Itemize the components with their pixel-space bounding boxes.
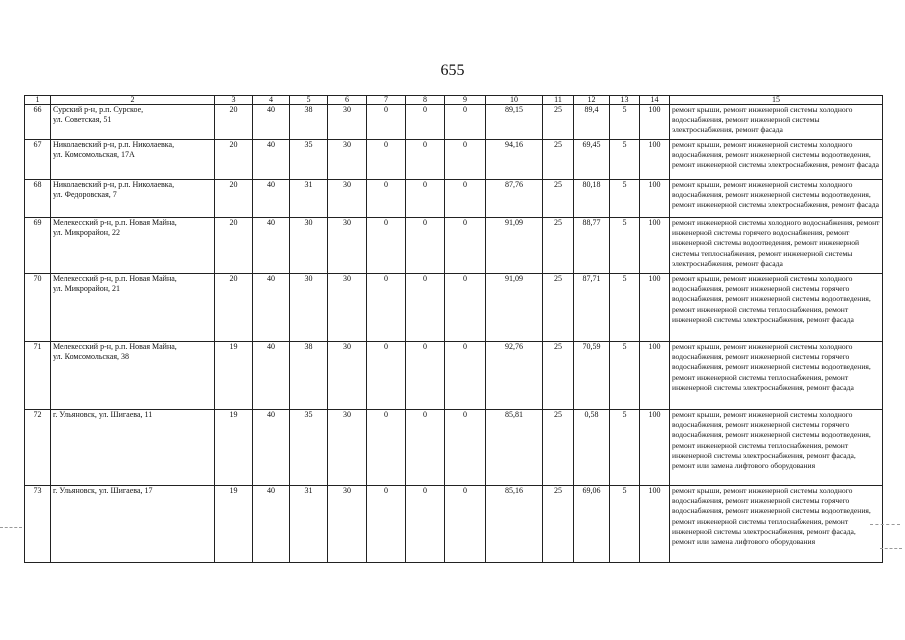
value-cell-c11: 25 xyxy=(543,105,574,140)
repair-works-cell: ремонт крыши, ремонт инженерной системы холодного водоснабжения, ремонт инженерной системы горячего водоснабжения, ремонт инженерной системы водоотведения, ремонт инженерной системы теплоснабжения, ремонт инженерной системы электроснабжения, ремонт фасада, ремонт или замена лифтового оборудования xyxy=(670,486,883,563)
value-cell-c9: 0 xyxy=(445,180,486,218)
value-cell-c8: 0 xyxy=(406,274,445,342)
column-number-10: 10 xyxy=(486,96,543,105)
address-cell xyxy=(51,486,215,563)
column-number-3: 3 xyxy=(215,96,253,105)
value-cell-c9: 0 xyxy=(445,218,486,274)
column-number-8: 8 xyxy=(406,96,445,105)
scan-artifact-line xyxy=(880,548,902,549)
address-cell xyxy=(51,218,215,274)
value-cell-c5: 30 xyxy=(290,274,328,342)
table-row xyxy=(25,486,883,563)
value-cell-c7: 0 xyxy=(367,140,406,180)
value-cell-c7: 0 xyxy=(367,410,406,486)
column-number-14: 14 xyxy=(640,96,670,105)
value-cell-c7: 0 xyxy=(367,218,406,274)
value-cell-c6: 30 xyxy=(328,342,367,410)
value-cell-c3: 19 xyxy=(215,486,253,563)
value-cell-c8: 0 xyxy=(406,218,445,274)
value-cell-c4: 40 xyxy=(253,410,290,486)
value-cell-c11: 25 xyxy=(543,342,574,410)
value-cell-c12: 0,58 xyxy=(574,410,610,486)
value-cell-c3: 20 xyxy=(215,105,253,140)
address-line: г. Ульяновск, ул. Шигаева, 11 xyxy=(53,410,153,419)
value-cell-c11: 25 xyxy=(543,486,574,563)
column-number-13: 13 xyxy=(610,96,640,105)
value-cell-c14: 100 xyxy=(640,180,670,218)
value-cell-c7: 0 xyxy=(367,486,406,563)
page-number: 655 xyxy=(440,62,465,79)
column-number-4: 4 xyxy=(253,96,290,105)
value-cell-c8: 0 xyxy=(406,342,445,410)
repair-works-cell: ремонт крыши, ремонт инженерной системы холодного водоснабжения, ремонт инженерной системы водоотведения, ремонт инженерной системы электроснабжения, ремонт фасада xyxy=(670,180,883,218)
value-cell-c12: 69,45 xyxy=(574,140,610,180)
value-cell-c3: 20 xyxy=(215,274,253,342)
value-cell-c14: 100 xyxy=(640,274,670,342)
address-cell xyxy=(51,180,215,218)
value-cell-c7: 0 xyxy=(367,342,406,410)
value-cell-c8: 0 xyxy=(406,486,445,563)
value-cell-c6: 30 xyxy=(328,140,367,180)
value-cell-c6: 30 xyxy=(328,410,367,486)
value-cell-c5: 31 xyxy=(290,486,328,563)
value-cell-c14: 100 xyxy=(640,218,670,274)
value-cell-c3: 19 xyxy=(215,342,253,410)
value-cell-c11: 25 xyxy=(543,140,574,180)
value-cell-c5: 38 xyxy=(290,105,328,140)
value-cell-c6: 30 xyxy=(328,180,367,218)
table-row xyxy=(25,105,883,140)
value-cell-c9: 0 xyxy=(445,140,486,180)
column-number-9: 9 xyxy=(445,96,486,105)
value-cell-c4: 40 xyxy=(253,274,290,342)
value-cell-c11: 25 xyxy=(543,274,574,342)
column-number-7: 7 xyxy=(367,96,406,105)
value-cell-c9: 0 xyxy=(445,410,486,486)
value-cell-c13: 5 xyxy=(610,486,640,563)
value-cell-c13: 5 xyxy=(610,410,640,486)
value-cell-c7: 0 xyxy=(367,180,406,218)
value-cell-c4: 40 xyxy=(253,218,290,274)
scan-artifact-line xyxy=(870,524,900,525)
value-cell-c4: 40 xyxy=(253,140,290,180)
value-cell-c5: 31 xyxy=(290,180,328,218)
value-cell-c3: 20 xyxy=(215,180,253,218)
value-cell-c14: 100 xyxy=(640,140,670,180)
value-cell-c8: 0 xyxy=(406,105,445,140)
table-row xyxy=(25,274,883,342)
value-cell-c6: 30 xyxy=(328,486,367,563)
row-number: 72 xyxy=(25,410,51,486)
address-cell xyxy=(51,140,215,180)
value-cell-c5: 35 xyxy=(290,140,328,180)
value-cell-c3: 20 xyxy=(215,218,253,274)
value-cell-c14: 100 xyxy=(640,410,670,486)
address-cell xyxy=(51,105,215,140)
value-cell-c11: 25 xyxy=(543,218,574,274)
column-number-6: 6 xyxy=(328,96,367,105)
value-cell-c8: 0 xyxy=(406,180,445,218)
value-cell-c12: 88,77 xyxy=(574,218,610,274)
address-line: ул. Комсомольская, 38 xyxy=(53,352,130,362)
value-cell-c3: 19 xyxy=(215,410,253,486)
value-cell-c12: 69,06 xyxy=(574,486,610,563)
table-row xyxy=(25,180,883,218)
address-cell xyxy=(51,342,215,410)
value-cell-c7: 0 xyxy=(367,105,406,140)
value-cell-c10: 87,76 xyxy=(486,180,543,218)
address-line: г. Ульяновск, ул. Шигаева, 17 xyxy=(53,486,153,495)
row-number: 66 xyxy=(25,105,51,140)
value-cell-c8: 0 xyxy=(406,410,445,486)
value-cell-c4: 40 xyxy=(253,180,290,218)
column-number-12: 12 xyxy=(574,96,610,105)
value-cell-c14: 100 xyxy=(640,486,670,563)
value-cell-c13: 5 xyxy=(610,140,640,180)
address-line: Мелекесский р-н, р.п. Новая Майна, xyxy=(53,274,177,283)
value-cell-c13: 5 xyxy=(610,274,640,342)
value-cell-c9: 0 xyxy=(445,342,486,410)
value-cell-c6: 30 xyxy=(328,105,367,140)
address-line: Мелекесский р-н, р.п. Новая Майна, xyxy=(53,342,177,351)
table-row xyxy=(25,410,883,486)
column-number-5: 5 xyxy=(290,96,328,105)
value-cell-c5: 35 xyxy=(290,410,328,486)
repair-works-cell: ремонт инженерной системы холодного водоснабжения, ремонт инженерной системы горячего водоснабжения, ремонт инженерной системы водоотведения, ремонт инженерной системы теплоснабжения, ремонт инженерной системы электроснабжения, ремонт фасада xyxy=(670,218,883,274)
column-number-11: 11 xyxy=(543,96,574,105)
table-row xyxy=(25,140,883,180)
value-cell-c5: 30 xyxy=(290,218,328,274)
address-line: Мелекесский р-н, р.п. Новая Майна, xyxy=(53,218,177,227)
column-number-1: 1 xyxy=(25,96,51,105)
address-line: ул. Микрорайон, 21 xyxy=(53,284,121,294)
value-cell-c12: 70,59 xyxy=(574,342,610,410)
table-row xyxy=(25,342,883,410)
value-cell-c6: 30 xyxy=(328,218,367,274)
value-cell-c10: 91,09 xyxy=(486,218,543,274)
repair-works-cell: ремонт крыши, ремонт инженерной системы холодного водоснабжения, ремонт инженерной системы горячего водоснабжения, ремонт инженерной системы водоотведения, ремонт инженерной системы теплоснабжения, ремонт инженерной системы электроснабжения, ремонт фасада, ремонт или замена лифтового оборудования xyxy=(670,410,883,486)
value-cell-c13: 5 xyxy=(610,180,640,218)
value-cell-c6: 30 xyxy=(328,274,367,342)
value-cell-c3: 20 xyxy=(215,140,253,180)
value-cell-c10: 89,15 xyxy=(486,105,543,140)
value-cell-c12: 80,18 xyxy=(574,180,610,218)
row-number: 70 xyxy=(25,274,51,342)
repair-works-cell: ремонт крыши, ремонт инженерной системы холодного водоснабжения, ремонт инженерной системы водоотведения, ремонт инженерной системы электроснабжения, ремонт фасада xyxy=(670,140,883,180)
value-cell-c5: 38 xyxy=(290,342,328,410)
address-line: ул. Федоровская, 7 xyxy=(53,190,117,200)
value-cell-c14: 100 xyxy=(640,342,670,410)
repair-works-cell: ремонт крыши, ремонт инженерной системы холодного водоснабжения, ремонт инженерной системы электроснабжения, ремонт фасада xyxy=(670,105,883,140)
row-number: 67 xyxy=(25,140,51,180)
value-cell-c10: 85,16 xyxy=(486,486,543,563)
address-line: Николаевский р-н, р.п. Николаевка, xyxy=(53,180,175,189)
value-cell-c9: 0 xyxy=(445,105,486,140)
value-cell-c13: 5 xyxy=(610,105,640,140)
value-cell-c12: 87,71 xyxy=(574,274,610,342)
value-cell-c8: 0 xyxy=(406,140,445,180)
column-number-2: 2 xyxy=(51,96,215,105)
value-cell-c13: 5 xyxy=(610,342,640,410)
address-cell xyxy=(51,410,215,486)
address-line: Николаевский р-н, р.п. Николаевка, xyxy=(53,140,175,149)
value-cell-c10: 94,16 xyxy=(486,140,543,180)
row-number: 73 xyxy=(25,486,51,563)
value-cell-c7: 0 xyxy=(367,274,406,342)
value-cell-c4: 40 xyxy=(253,486,290,563)
value-cell-c13: 5 xyxy=(610,218,640,274)
row-number: 71 xyxy=(25,342,51,410)
capital-repair-table xyxy=(24,95,883,563)
address-line: ул. Советская, 51 xyxy=(53,115,112,125)
value-cell-c9: 0 xyxy=(445,274,486,342)
value-cell-c12: 89,4 xyxy=(574,105,610,140)
column-numbers-row xyxy=(25,96,883,105)
repair-works-cell: ремонт крыши, ремонт инженерной системы холодного водоснабжения, ремонт инженерной системы горячего водоснабжения, ремонт инженерной системы водоотведения, ремонт инженерной системы теплоснабжения, ремонт инженерной системы электроснабжения, ремонт фасада xyxy=(670,274,883,342)
value-cell-c10: 85,81 xyxy=(486,410,543,486)
row-number: 68 xyxy=(25,180,51,218)
address-line: ул. Комсомольская, 17А xyxy=(53,150,135,160)
value-cell-c4: 40 xyxy=(253,342,290,410)
address-line: ул. Микрорайон, 22 xyxy=(53,228,121,238)
value-cell-c4: 40 xyxy=(253,105,290,140)
row-number: 69 xyxy=(25,218,51,274)
address-line: Сурский р-н, р.п. Сурское, xyxy=(53,105,144,114)
repair-works-cell: ремонт крыши, ремонт инженерной системы холодного водоснабжения, ремонт инженерной системы горячего водоснабжения, ремонт инженерной системы водоотведения, ремонт инженерной системы теплоснабжения, ремонт инженерной системы электроснабжения, ремонт фасада xyxy=(670,342,883,410)
scan-artifact-line xyxy=(0,527,22,528)
value-cell-c10: 91,09 xyxy=(486,274,543,342)
column-number-15: 15 xyxy=(670,96,883,105)
value-cell-c14: 100 xyxy=(640,105,670,140)
table-row xyxy=(25,218,883,274)
address-cell xyxy=(51,274,215,342)
value-cell-c9: 0 xyxy=(445,486,486,563)
value-cell-c11: 25 xyxy=(543,180,574,218)
value-cell-c10: 92,76 xyxy=(486,342,543,410)
value-cell-c11: 25 xyxy=(543,410,574,486)
